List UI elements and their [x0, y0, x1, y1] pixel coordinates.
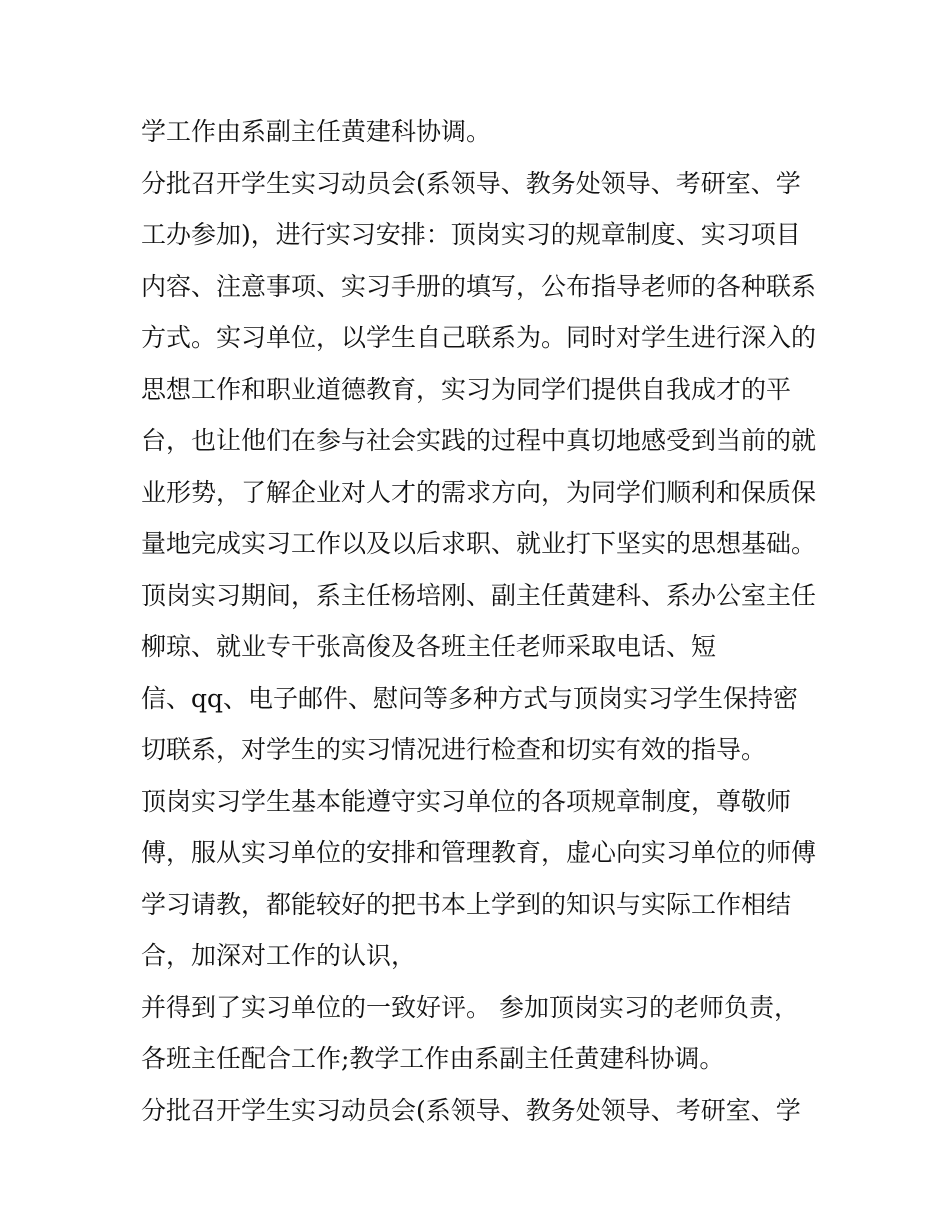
text-line: 分批召开学生实习动员会(系领导、教务处领导、考研室、学: [141, 168, 801, 198]
text-line: 业形势，了解企业对人才的需求方向，为同学们顺利和保质保: [141, 477, 817, 507]
text-line: 台，也让他们在参与社会实践的过程中真切地感受到当前的就: [141, 426, 817, 455]
text-line: 量地完成实习工作以及以后求职、就业打下坚实的思想基础。: [141, 529, 817, 558]
text-line: 学习请教，都能较好的把书本上学到的知识与实际工作相结: [141, 889, 792, 919]
text-line: 工办参加)，进行实习安排：顶岗实习的规章制度、实习项目: [141, 220, 801, 249]
text-line: 信、qq、电子邮件、慰问等多种方式与顶岗实习学生保持密: [141, 683, 799, 713]
text-line: 学工作由系副主任黄建科协调。: [141, 117, 492, 146]
text-line: 柳琼、就业专干张高俊及各班主任老师采取电话、短: [141, 632, 717, 661]
text-line: 内容、注意事项、实习手册的填写，公布指导老师的各种联系: [141, 271, 817, 301]
document-body: [141, 106, 831, 1136]
text-line: 顶岗实习学生基本能遵守实习单位的各项规章制度，尊敬师: [141, 786, 792, 816]
text-line: 分批召开学生实习动员会(系领导、教务处领导、考研室、学: [141, 1095, 801, 1125]
text-line: 思想工作和职业道德教育，实习为同学们提供自我成才的平: [141, 374, 792, 404]
text-line: 切联系，对学生的实习情况进行检查和切实有效的指导。: [141, 735, 767, 764]
text-line: 顶岗实习期间，系主任杨培刚、副主任黄建科、系办公室主任: [141, 580, 817, 610]
text-line: 方式。实习单位，以学生自己联系为。同时对学生进行深入的: [141, 323, 817, 352]
text-line: 各班主任配合工作;教学工作由系副主任黄建科协调。: [141, 1044, 725, 1073]
text-line: 合，加深对工作的认识，: [141, 941, 417, 970]
text-line: 并得到了实习单位的一致好评。 参加顶岗实习的老师负责，: [141, 992, 799, 1022]
text-line: 傅，服从实习单位的安排和管理教育，虚心向实习单位的师傅: [141, 838, 817, 867]
